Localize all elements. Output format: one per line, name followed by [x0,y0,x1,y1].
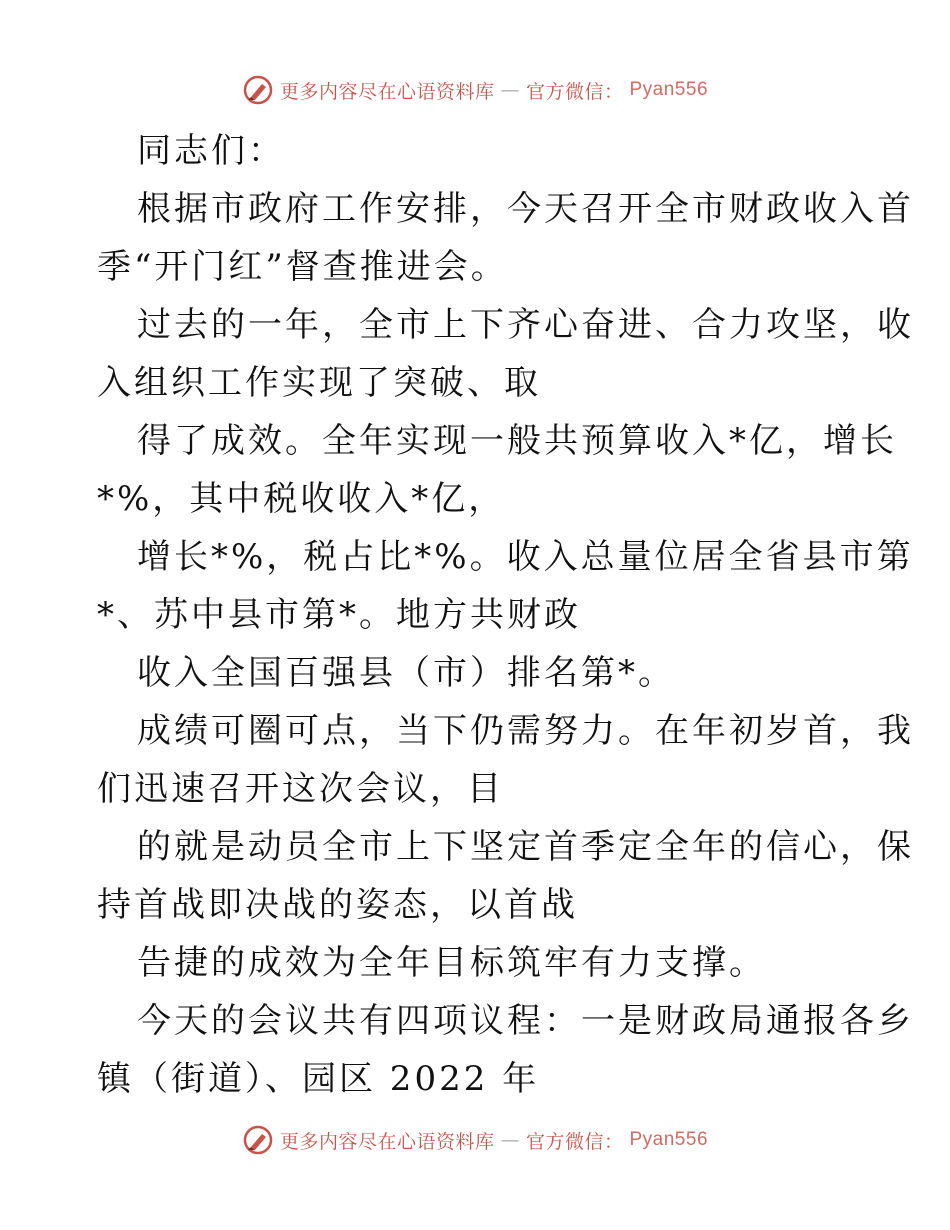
paragraph-line: 持首战即决战的姿态，以首战 [97,885,578,925]
paragraph-line: 得了成效。全年实现一般共预算收入*亿，增长 [137,421,897,461]
paragraph-line: 镇（街道）、园区 2022 年 [97,1059,540,1099]
pen-logo-icon [242,1124,274,1156]
pen-logo-icon [242,74,274,106]
paragraph-line: 过去的一年，全市上下齐心奋进、合力攻坚，收 [137,305,914,345]
paragraph-line: 的就是动员全市上下坚定首季定全年的信心，保 [137,827,914,867]
paragraph-line: 季“开门红”督查推进会。 [97,247,508,287]
paragraph-line: 告捷的成效为全年目标筑牢有力支撑。 [137,943,766,983]
paragraph-line: 根据市政府工作安排，今天召开全市财政收入首 [137,189,914,229]
paragraph-line: *%，其中税收收入*亿， [97,479,506,519]
watermark-wechat-label: 官方微信： [525,1130,624,1153]
paragraph-line: 收入全国百强县（市）排名第*。 [137,653,675,693]
paragraph-line: 成绩可圈可点，当下仍需努力。在年初岁首，我 [137,711,914,751]
header-watermark [0,74,950,106]
watermark-wechat-id: Pyan556 [629,1129,709,1150]
paragraph-line: 入组织工作实现了突破、取 [97,363,541,403]
watermark-wechat-label: 官方微信： [525,80,624,103]
watermark-separator: — [500,1129,520,1151]
document-body [97,122,914,1108]
watermark-text: 更多内容尽在心语资料库 [279,1130,495,1153]
watermark-separator: — [500,79,520,101]
watermark-text: 更多内容尽在心语资料库 [279,80,495,103]
paragraph-line: 们迅速召开这次会议，目 [97,769,504,809]
paragraph-line: *、苏中县市第*。地方共财政 [97,595,581,635]
paragraph-line: 今天的会议共有四项议程：一是财政局通报各乡 [137,1001,914,1041]
salutation: 同志们： [137,131,285,171]
footer-watermark [0,1124,950,1156]
paragraph-line: 增长*%，税占比*%。收入总量位居全省县市第 [137,537,914,577]
watermark-wechat-id: Pyan556 [629,79,709,100]
